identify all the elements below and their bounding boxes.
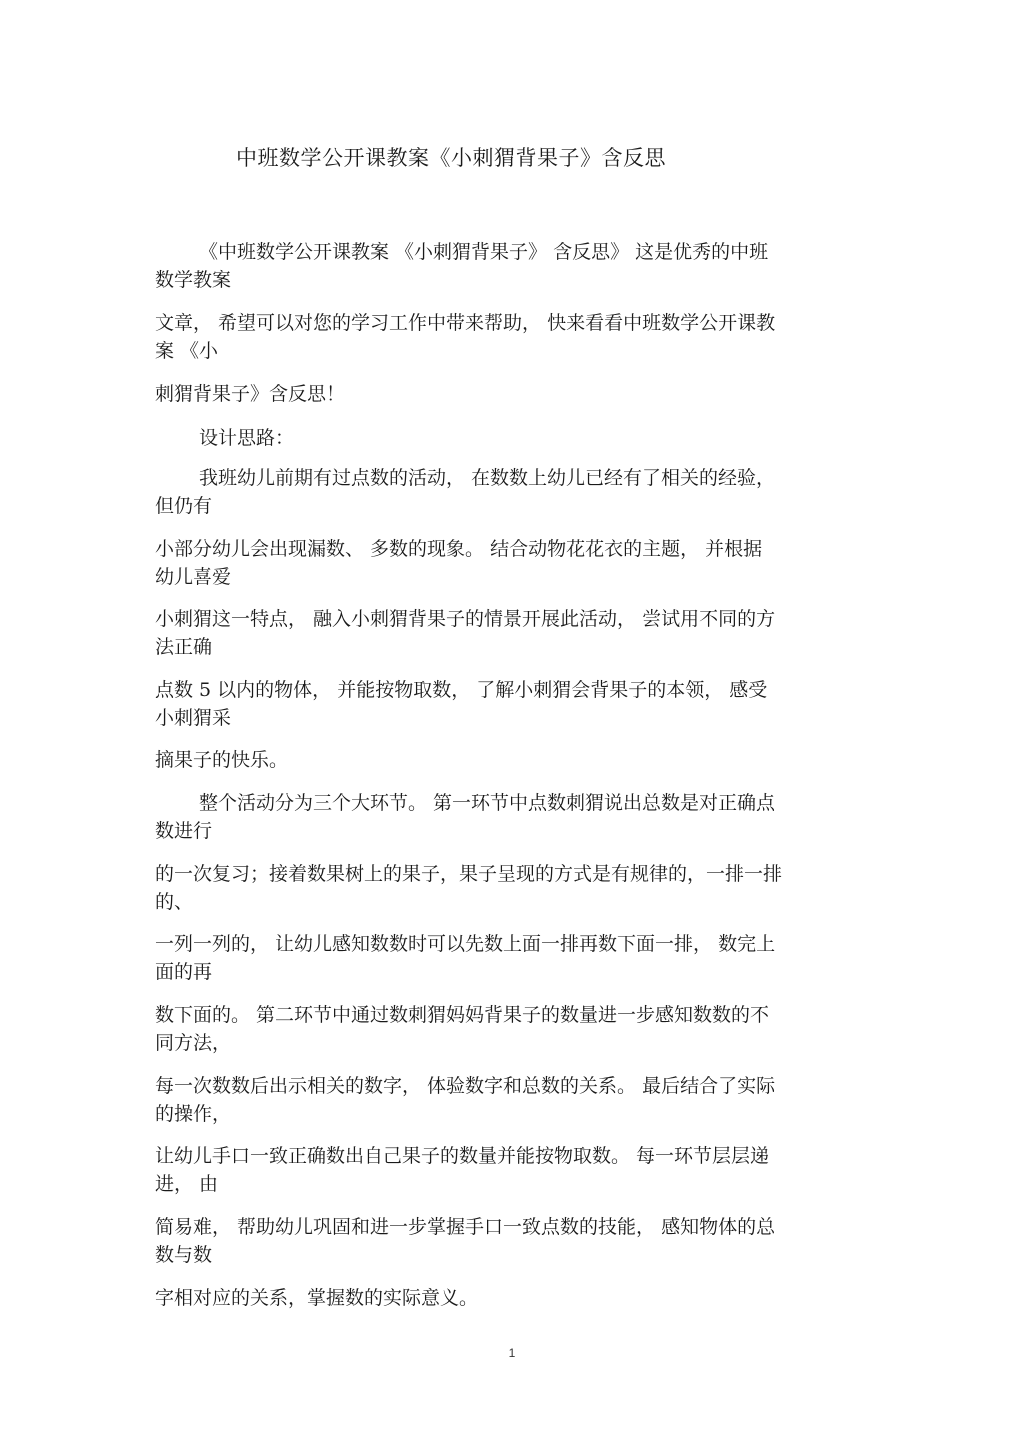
paragraph-line: 一列一列的， 让幼儿感知数数时可以先数上面一排再数下面一排， 数完上 — [155, 933, 776, 955]
paragraph-line: 的操作， — [155, 1103, 232, 1125]
paragraph-line: 案 《小 — [155, 340, 219, 362]
paragraph-line: 数下面的。 第二环节中通过数刺猬妈妈背果子的数量进一步感知数数的不 — [155, 1004, 770, 1026]
paragraph-activity-4 — [155, 1001, 870, 1057]
paragraph-line: 《中班数学公开课教案 《小刺猬背果子》 含反思》 这是优秀的中班 — [199, 241, 769, 263]
paragraph-line: 每一次数数后出示相关的数字， 体验数字和总数的关系。 最后结合了实际 — [155, 1075, 776, 1097]
paragraph-line: 但仍有 — [155, 495, 213, 517]
paragraph-line: 点数 5 以内的物体， 并能按物取数， 了解小刺猬会背果子的本领， 感受 — [155, 679, 768, 701]
paragraph-line: 同方法， — [155, 1032, 232, 1054]
paragraph-design-1 — [155, 464, 914, 520]
paragraph-activity-3 — [155, 930, 870, 986]
paragraph-design-3 — [155, 605, 870, 661]
paragraph-line: 小刺猬这一特点， 融入小刺猬背果子的情景开展此活动， 尝试用不同的方 — [155, 608, 776, 630]
paragraph-line: 小部分幼儿会出现漏数、 多数的现象。 结合动物花花衣的主题， 并根据 — [155, 538, 763, 560]
paragraph-title-ref — [155, 380, 870, 408]
paragraph-line: 进， 由 — [155, 1173, 219, 1195]
paragraph-activity-2 — [155, 860, 870, 916]
paragraph-activity-6 — [155, 1142, 870, 1198]
paragraph-line: 简易难， 帮助幼儿巩固和进一步掌握手口一致点数的技能， 感知物体的总 — [155, 1216, 776, 1238]
paragraph-line: 数学教案 — [155, 269, 232, 291]
paragraph-line: 字相对应的关系，掌握数的实际意义。 — [155, 1287, 479, 1309]
paragraph-intro — [155, 238, 914, 294]
paragraph-activity-1 — [155, 789, 914, 845]
paragraph-activity-5 — [155, 1072, 870, 1128]
paragraph-line: 设计思路： — [199, 427, 295, 449]
paragraph-line: 整个活动分为三个大环节。 第一环节中点数刺猬说出总数是对正确点 — [199, 792, 776, 814]
paragraph-line: 的一次复习；接着数果树上的果子，果子呈现的方式是有规律的，一排一排 — [155, 863, 783, 885]
paragraph-line: 面的再 — [155, 961, 213, 983]
paragraph-line: 我班幼儿前期有过点数的活动， 在数数上幼儿已经有了相关的经验， — [199, 467, 776, 489]
document-title: 中班数学公开课教案《小刺猬背果子》含反思 — [236, 146, 666, 170]
paragraph-article — [155, 309, 870, 365]
paragraph-design-4 — [155, 676, 870, 732]
paragraph-line: 数与数 — [155, 1244, 213, 1266]
paragraph-line: 幼儿喜爱 — [155, 566, 232, 588]
paragraph-line: 让幼儿手口一致正确数出自己果子的数量并能按物取数。 每一环节层层递 — [155, 1145, 770, 1167]
paragraph-line: 文章， 希望可以对您的学习工作中带来帮助， 快来看看中班数学公开课教 — [155, 312, 776, 334]
paragraph-line: 小刺猬采 — [155, 707, 232, 729]
paragraph-design-5 — [155, 746, 870, 774]
paragraph-line: 法正确 — [155, 636, 213, 658]
paragraph-line: 摘果子的快乐。 — [155, 749, 289, 771]
paragraph-line: 刺猬背果子》含反思！ — [155, 383, 346, 405]
page-number: 1 — [508, 1346, 516, 1360]
paragraph-line: 的、 — [155, 891, 194, 913]
paragraph-activity-8 — [155, 1284, 870, 1312]
paragraph-activity-7 — [155, 1213, 870, 1269]
section-heading-design — [155, 424, 914, 452]
paragraph-design-2 — [155, 535, 870, 591]
paragraph-line: 数进行 — [155, 820, 213, 842]
